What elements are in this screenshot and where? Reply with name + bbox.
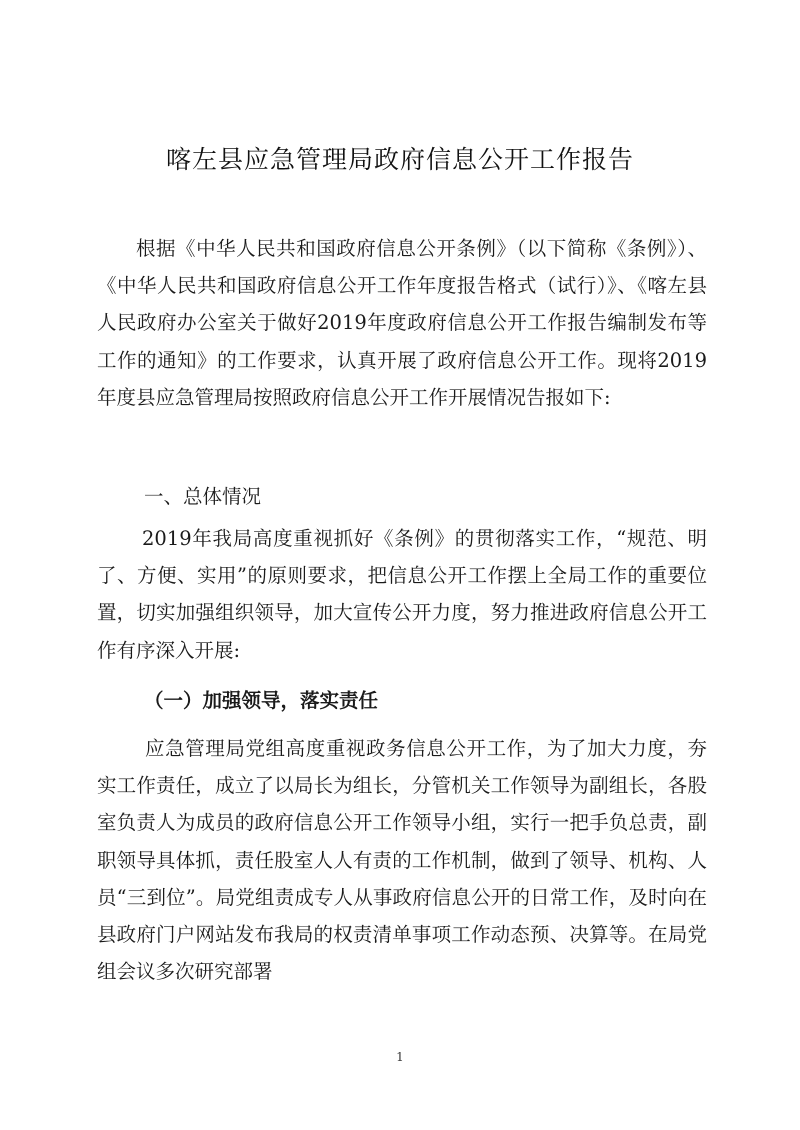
leadership-paragraph: 应急管理局党组高度重视政务信息公开工作，为了加大力度，夯实工作责任，成立了以局长为组长，分管机关工作领导为副组长，各股室负责人为成员的政府信息公开工作领导小组，实行一把手负总责，副职领导具体抓，责任股室人人有责的工作机制，做到了领导、机构、人员“三到位”。局党组责成专人从事政府信息公开的日常工作，及时向在县政府门户网站发布我局的权责清单事项工作动态预、决算等。在局党组会议多次研究部署 <box>97 737 707 984</box>
section-heading-overview: 一、总体情况 <box>144 485 262 508</box>
subsection-heading-leadership: （一）加强领导，落实责任 <box>144 689 379 712</box>
document-title: 喀左县应急管理局政府信息公开工作报告 <box>165 145 634 174</box>
overview-paragraph: 2019年我局高度重视抓好《条例》的贯彻落实工作，“规范、明了、方便、实用”的原则要求，把信息公开工作摆上全局工作的重要位置，切实加强组织领导，加大宣传公开力度，努力推进政府信息公开工作有序深入开展: <box>97 527 707 662</box>
page-number: 1 <box>396 1050 404 1064</box>
intro-paragraph: 根据《中华人民共和国政府信息公开条例》（以下简称《条例》）、《中华人民共和国政府信息公开工作年度报告格式（试行）》、《喀左县人民政府办公室关于做好2019年度政府信息公开工作报告编制发布等工作的通知》的工作要求，认真开展了政府信息公开工作。现将2019年度县应急管理局按照政府信息公开工作开展情况告报如下: <box>97 237 707 409</box>
